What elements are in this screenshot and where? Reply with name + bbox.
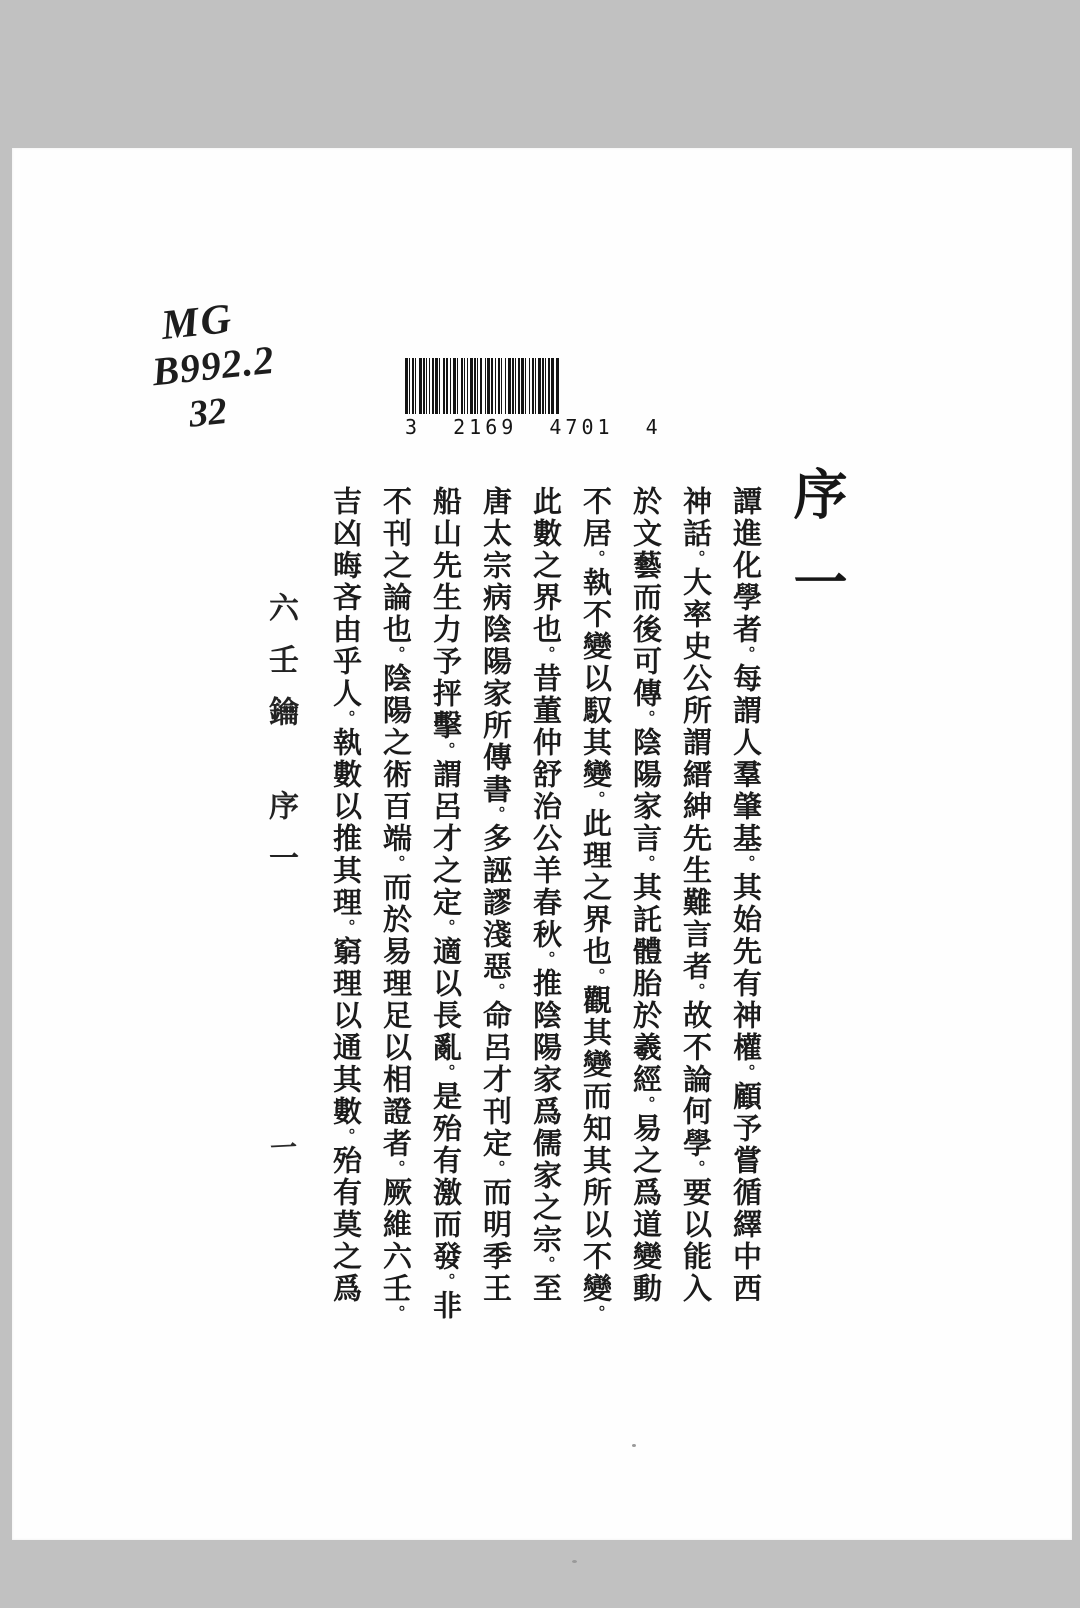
running-title-section: 序一 [264, 790, 297, 894]
ideographic-period: 。 [337, 918, 354, 936]
text-column: 神話。大率史公所謂縉紳先生難言者。故不論何學。要以能入 [679, 486, 711, 1305]
page-number: 一 [269, 1132, 298, 1164]
ideographic-period: 。 [487, 982, 504, 1000]
ideographic-period: 。 [587, 967, 604, 985]
barcode-bars-icon [405, 358, 653, 414]
call-number-line: B992.2 [149, 336, 277, 395]
book-page [12, 148, 1072, 1540]
barcode-digits: 3 2169 4701 4 [405, 415, 662, 439]
ideographic-period: 。 [637, 854, 654, 872]
text-column: 吉凶晦吝由乎人。執數以推其理。窮理以通其數。殆有莫之爲 [329, 486, 361, 1305]
text-column: 於文藝而後可傳。陰陽家言。其託體胎於羲經。易之爲道變動 [629, 486, 661, 1305]
ideographic-period: 。 [437, 918, 454, 936]
text-column: 唐太宗病陰陽家所傳書。多誣謬淺惡。命呂才刊定。而明季王 [479, 486, 511, 1305]
scan-speck [572, 1560, 577, 1563]
ideographic-period: 。 [587, 550, 604, 567]
ideographic-period: 。 [487, 806, 504, 823]
ideographic-period: 。 [687, 982, 704, 1000]
call-number-line: 32 [186, 390, 229, 436]
ideographic-period: 。 [387, 646, 404, 663]
running-title [258, 592, 302, 1012]
ideographic-period: 。 [537, 646, 554, 663]
ideographic-period: 。 [387, 1159, 404, 1177]
text-column: 譚進化學者。每謂人羣肇基。其始先有神權。顧予嘗循繹中西 [729, 486, 761, 1305]
scan-speck [632, 1444, 636, 1447]
ideographic-period: 。 [487, 1159, 504, 1177]
ideographic-period: 。 [687, 550, 704, 567]
ideographic-period: 。 [637, 1095, 654, 1113]
page-title: 序一 [786, 466, 846, 642]
ideographic-period: 。 [737, 854, 754, 872]
ideographic-period: 。 [537, 1255, 554, 1273]
ideographic-period: 。 [737, 1063, 754, 1081]
ideographic-period: 。 [387, 854, 404, 872]
ideographic-period: 。 [337, 710, 354, 727]
ideographic-period: 。 [637, 710, 654, 727]
ideographic-period: 。 [587, 1304, 604, 1322]
ideographic-period: 。 [537, 950, 554, 968]
ideographic-period: 。 [587, 790, 604, 808]
ideographic-period: 。 [687, 1159, 704, 1177]
running-title-book: 六壬鑰 [264, 592, 297, 748]
text-column: 此數之界也。昔董仲舒治公羊春秋。推陰陽家爲儒家之宗。至 [529, 486, 561, 1305]
preface-body-text [318, 486, 770, 1352]
text-column: 不刊之論也。陰陽之術百端。而於易理足以相證者。厥維六壬。 [379, 486, 411, 1322]
ideographic-period: 。 [437, 1063, 454, 1081]
ideographic-period: 。 [437, 1272, 454, 1290]
ideographic-period: 。 [337, 1127, 354, 1145]
call-number-line: MG [159, 295, 236, 350]
ideographic-period: 。 [737, 646, 754, 663]
text-column: 船山先生力予抨擊。謂呂才之定。適以長亂。是殆有激而發。非 [429, 486, 461, 1322]
text-column: 不居。執不變以馭其變。此理之界也。觀其變而知其所以不變。 [579, 486, 611, 1322]
call-number [145, 292, 281, 440]
ideographic-period: 。 [387, 1304, 404, 1322]
barcode [405, 358, 662, 439]
ideographic-period: 。 [437, 742, 454, 759]
